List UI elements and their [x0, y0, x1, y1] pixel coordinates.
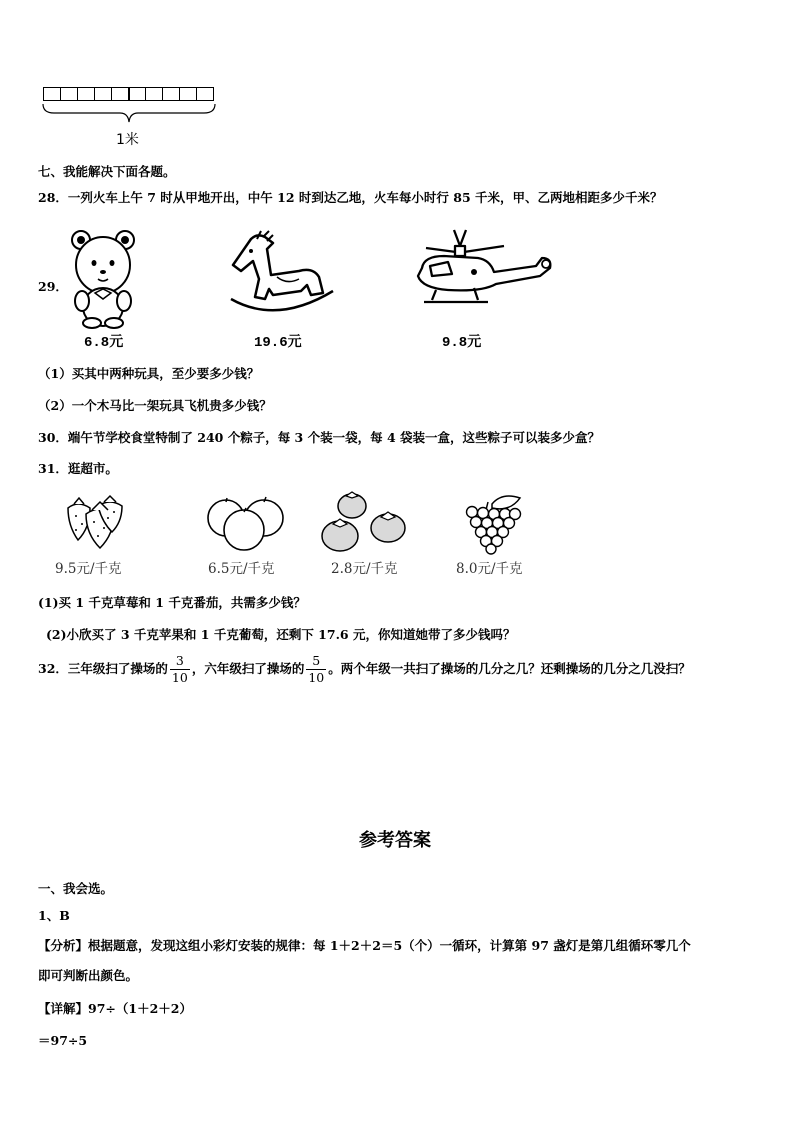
fruit-price-tomato: 2.8元/千克 — [331, 561, 398, 577]
ruler-label: 1米 — [116, 132, 139, 148]
ruler-segment — [163, 88, 180, 100]
answer-item-1: 1、B — [38, 908, 70, 923]
grapes-icon — [462, 492, 522, 554]
toy-price-bear: 6.8元 — [84, 335, 124, 351]
ruler-strip — [43, 87, 214, 101]
ruler-segment — [112, 88, 130, 100]
fraction-3-10: $\frac{3}{10}$ — [171, 652, 188, 685]
brace-icon — [40, 102, 218, 126]
question-29-number: 29． — [38, 279, 68, 294]
fruit-price-apple: 6.5元/千克 — [208, 561, 275, 577]
toy-price-horse: 19.6元 — [254, 335, 302, 351]
question-31-title: 31．逛超市。 — [38, 461, 118, 476]
calculation-step: ＝97÷5 — [38, 1033, 88, 1048]
fruit-price-grapes: 8.0元/千克 — [456, 561, 523, 577]
helicopter-icon — [408, 228, 556, 308]
question-28: 28．一列火车上午 7 时从甲地开出，中午 12 时到达乙地，火车每小时行 85 千米，甲、乙两地相距多少千米？ — [38, 190, 663, 205]
question-32-prefix: 32．三年级扫了操场的 — [38, 661, 168, 676]
ruler-segment — [44, 88, 61, 100]
ruler-segment — [130, 88, 147, 100]
detail-line: 【详解】97÷（1＋2＋2） — [38, 1001, 192, 1016]
toy-price-helicopter: 9.8元 — [442, 335, 482, 351]
question-30: 30．端午节学校食堂特制了 240 个粽子，每 3 个装一袋，每 4 袋装一盒，这些粽子可以装多少盒？ — [38, 430, 600, 445]
ruler-segment — [180, 88, 197, 100]
fraction-5-10: $\frac{5}{10}$ — [308, 652, 325, 685]
question-29-sub2: （2）一个木马比一架玩具飞机贵多少钱？ — [38, 398, 272, 413]
answers-section-title: 一、我会选。 — [38, 881, 114, 896]
rocking-horse-icon — [227, 229, 337, 319]
question-31-sub1: (1)买 1 千克草莓和 1 千克番茄，共需多少钱？ — [38, 595, 306, 610]
ruler-segment — [61, 88, 78, 100]
ruler-segment — [197, 88, 213, 100]
strawberry-icon — [64, 494, 124, 550]
fruit-price-strawberry: 9.5元/千克 — [55, 561, 122, 577]
question-29-sub1: （1）买其中两种玩具，至少要多少钱？ — [38, 366, 260, 381]
teddy-bear-icon — [70, 227, 136, 329]
tomato-icon — [320, 488, 412, 556]
ruler-segment — [78, 88, 95, 100]
analysis-line-2: 即可判断出颜色。 — [38, 968, 139, 983]
answers-heading: 参考答案 — [359, 830, 431, 851]
question-31-sub2: (2)小欣买了 3 千克苹果和 1 千克葡萄，还剩下 17.6 元，你知道她带了多少钱吗？ — [46, 627, 516, 642]
question-32 — [38, 651, 691, 687]
analysis-line-1: 【分析】根据题意，发现这组小彩灯安装的规律：每 1＋2＋2＝5（个）一循环，计算第 97 盏灯是第几组循环零几个 — [38, 938, 691, 953]
question-32-suffix: 。两个年级一共扫了操场的几分之几？还剩操场的几分之几没扫？ — [328, 661, 691, 676]
ruler-segment — [146, 88, 163, 100]
ruler-segment — [95, 88, 112, 100]
question-32-middle: ，六年级扫了操场的 — [191, 661, 305, 676]
section-title: 七、我能解决下面各题。 — [38, 164, 176, 179]
apple-icon — [206, 496, 286, 552]
